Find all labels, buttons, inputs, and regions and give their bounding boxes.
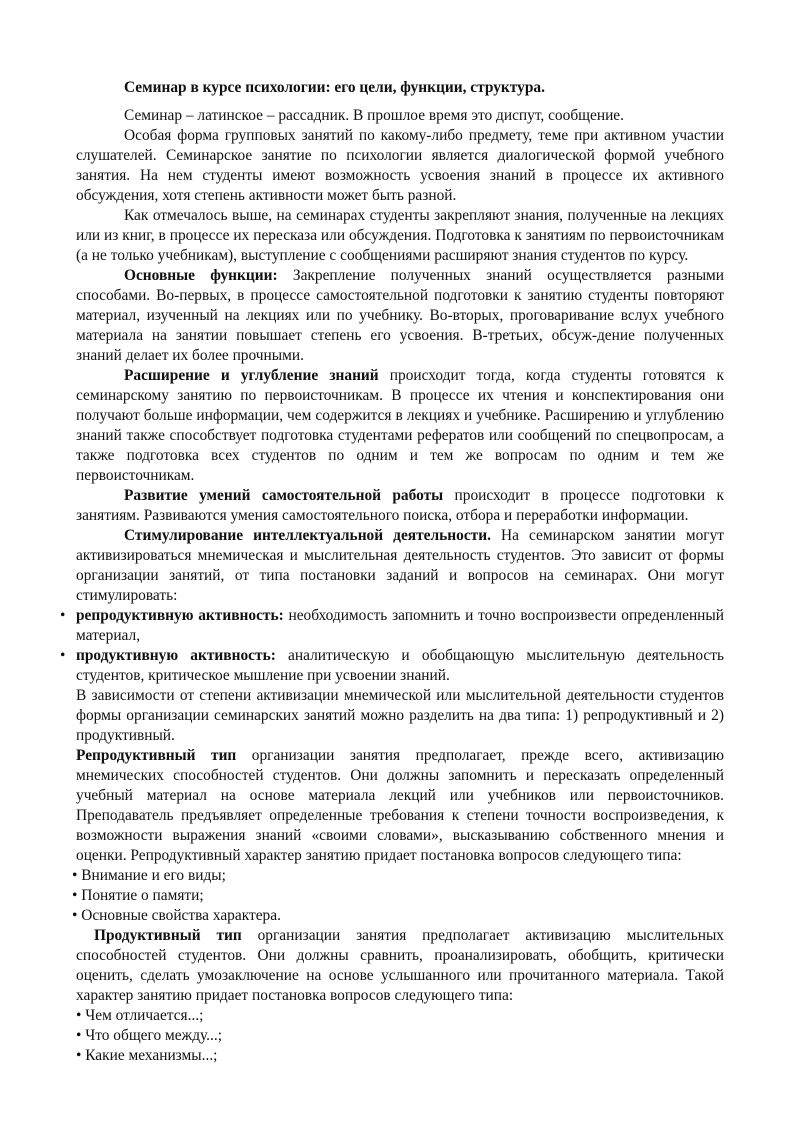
list-item: • Чем отличается...; bbox=[76, 1007, 204, 1024]
text-main-functions: Закрепление полученных знаний осуществляется разными способами. Во-первых, в процессе самостоятельной подготовки к занятию студенты повторяют материал, изученный на лекциях или по учебнику. Во-вторых, проговаривание вслух учебного материала на занятии повышает степень его усвоения. В-третьих, обсуж-дение полученных знаний делает их более прочными. bbox=[76, 267, 725, 364]
list-item: • Понятие о памяти; bbox=[72, 887, 204, 904]
document-page bbox=[60, 78, 725, 1066]
document-title: Семинар в курсе психологии: его цели, функции, структура. bbox=[124, 79, 545, 96]
bullet-mark: • bbox=[60, 647, 66, 664]
bullet-productive-heading: продуктивную активность: bbox=[76, 647, 276, 664]
text-reproductive-type: организации занятия предполагает, прежде всего, активизацию мнемических способностей студентов. Они должны запомнить и пересказать определенный учебный материал на основе материала лекций или учебников или первоисточников. Преподаватель предъявляет определенные требования к степени точности воспроизведения, к возможности выражения знаний «своими словами», высказыванию собственного мнения и оценки. Репродуктивный характер занятию придает постановка вопросов следующего типа: bbox=[76, 747, 724, 864]
paragraph-reproductive-type bbox=[76, 746, 724, 866]
paragraph-two-types: В зависимости от степени активизации мнемической или мыслительной деятельности студентов формы организации семинарских занятий можно разделить на два типа: 1) репродуктивный и 2) продуктивный. bbox=[76, 687, 724, 744]
heading-main-functions: Основные функции: bbox=[124, 267, 278, 284]
paragraph-main-functions bbox=[76, 266, 724, 366]
heading-skills: Развитие умений самостоятельной работы bbox=[124, 487, 444, 504]
paragraph-form: Особая форма групповых занятий по какому-либо предмету, теме при активном участии слушателей. Семинарское занятие по психологии является диалогической формой учебного занятия. На нем студенты имеют возможность усвоения знаний в процессе их активного обсуждения, хотя степень активности может быть разной. bbox=[76, 127, 724, 204]
paragraph-consolidation: Как отмечалось выше, на семинарах студенты закрепляют знания, полученные на лекциях или из книг, в процессе их пересказа или обсуждения. Подготовка к занятиям по первоисточникам (а не только учебникам), выступление с сообщениями расширяют знания студентов по курсу. bbox=[76, 207, 724, 264]
heading-productive-type: Продуктивный тип bbox=[94, 927, 242, 944]
text-expansion: происходит тогда, когда студенты готовятся к семинарскому занятию по первоисточникам. В процессе их чтения и конспектирования они получают больше информации, чем содержится в лекциях и учебнике. Расширению и углублению знаний также способствует подготовка студентами рефератов или сообщений по спецвопросам, а также подготовка всех студентов по одним и тем же вопросам по одним и тем же первоисточникам. bbox=[76, 367, 724, 484]
bullet-productive-text: аналитическую и обобщающую мыслительную деятельность студентов, критическое мышление при усвоении знаний. bbox=[76, 647, 724, 684]
paragraph-skills bbox=[76, 486, 724, 526]
bullet-reproductive-heading: репродуктивную активность: bbox=[76, 607, 284, 624]
list-item: • Внимание и его виды; bbox=[72, 867, 226, 884]
list-item: • Что общего между...; bbox=[76, 1027, 222, 1044]
list-item: • Основные свойства характера. bbox=[72, 907, 281, 924]
paragraph-stimulation bbox=[76, 526, 724, 606]
text-skills: происходит в процессе подготовки к занятиям. Развиваются умения самостоятельного поиска, отбора и переработки информации. bbox=[76, 487, 724, 524]
bullet-productive bbox=[60, 646, 724, 686]
paragraph-definition: Семинар – латинское – рассадник. В прошлое время это диспут, сообщение. bbox=[124, 107, 624, 124]
text-stimulation: На семинарском занятии могут активизироваться мнемическая и мыслительная деятельность студентов. Это зависит от формы организации занятий, от типа постановки заданий и вопросов на семинарах. Они могут стимулировать: bbox=[76, 527, 724, 604]
paragraph-productive-type bbox=[76, 926, 724, 1006]
heading-expansion: Расширение и углубление знаний bbox=[124, 367, 379, 384]
bullet-mark: • bbox=[60, 607, 66, 624]
bullet-reproductive-text: необходимость запомнить и точно воспроизвести опреденленный материал, bbox=[76, 607, 724, 644]
text-productive-type: организации занятия предполагает активизацию мыслительных способностей студентов. Они должны сравнить, проанализировать, обобщить, критически оценить, сделать умозаключение на основе услышанного или прочитанного материала. Такой характер занятию придает постановка вопросов следующего типа: bbox=[76, 927, 724, 1004]
bullet-reproductive bbox=[60, 606, 724, 646]
heading-reproductive-type: Репродуктивный тип bbox=[76, 747, 237, 764]
heading-stimulation: Стимулирование интеллектуальной деятельности. bbox=[124, 527, 491, 544]
paragraph-expansion bbox=[76, 366, 724, 486]
list-item: • Какие механизмы...; bbox=[76, 1047, 218, 1064]
